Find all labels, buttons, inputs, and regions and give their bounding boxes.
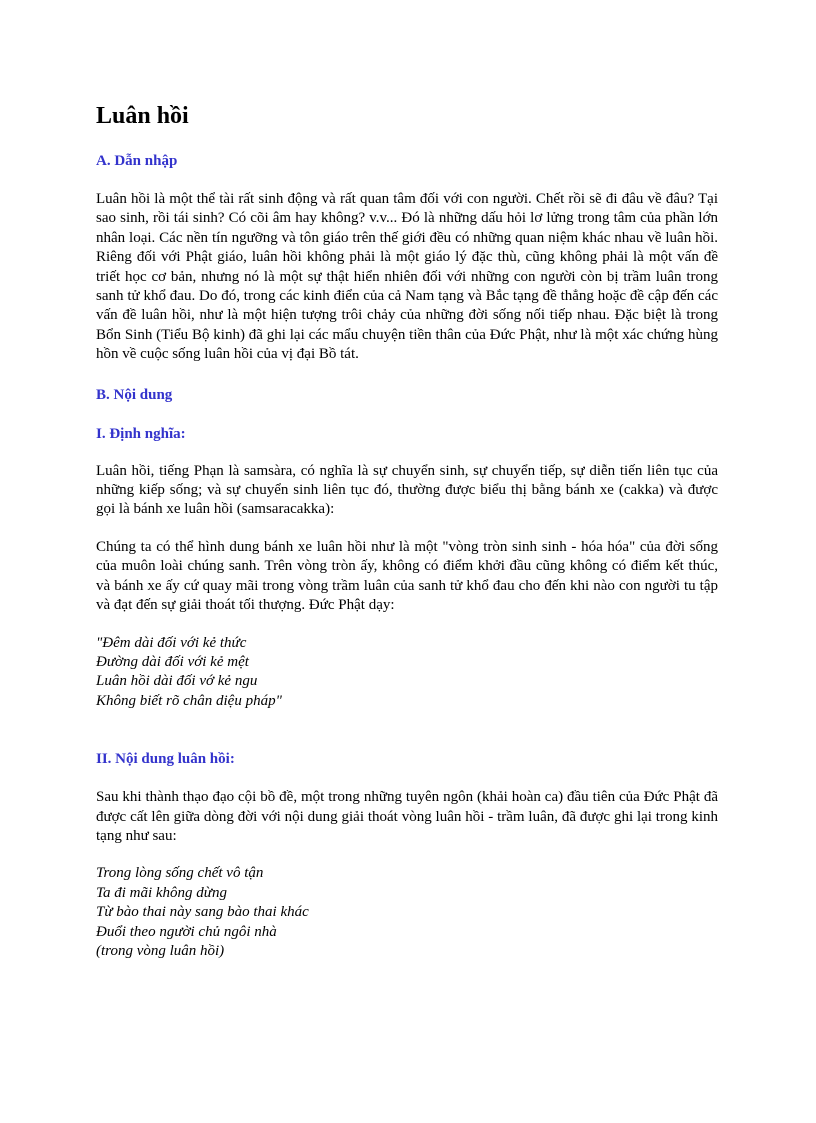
section-a-heading: A. Dẫn nhập — [96, 153, 178, 169]
section-i-paragraph-2: Chúng ta có thể hình dung bánh xe luân hồi như là một "vòng tròn sinh sinh - hóa hóa" của đời sống của muôn loài chúng sanh. Trên vòng tròn ấy, không có điểm khởi đầu cũng không có điểm kết thúc, và bánh xe ấy cứ quay mãi trong vòng trầm luân của sanh tử khổ đau cho đến khi nào con người tu tập và đạt đến sự giải thoát tối thượng. Đức Phật dạy: — [96, 538, 718, 614]
poem-line: Luân hồi dài đối vớ kẻ ngu — [96, 673, 258, 690]
section-ii-paragraph: Sau khi thành thạo đạo cội bồ đề, một trong những tuyên ngôn (khải hoàn ca) đầu tiên của Đức Phật đã được cất lên giữa dòng đời với nội dung giải thoát vòng luân hồi - trầm luân, đã được ghi lại trong kinh tạng như sau: — [96, 789, 718, 844]
poem-line: Đuổi theo người chủ ngôi nhà — [96, 923, 277, 940]
poem-line: "Đêm dài đối với kẻ thức — [96, 634, 247, 651]
poem-line: Ta đi mãi không dừng — [96, 884, 227, 901]
section-ii-poem — [96, 864, 718, 961]
section-b-heading: B. Nội dung — [96, 386, 173, 403]
document-page — [96, 100, 718, 961]
poem-line: Từ bào thai này sang bào thai khác — [96, 904, 309, 921]
poem-line: (trong vòng luân hồi) — [96, 942, 225, 959]
section-i-poem — [96, 634, 718, 712]
poem-line: Trong lòng sống chết vô tận — [96, 865, 264, 882]
poem-line: Không biết rõ chân diệu pháp" — [96, 692, 282, 709]
section-i-paragraph-1: Luân hồi, tiếng Phạn là samsàra, có nghĩa là sự chuyển sinh, sự chuyển tiếp, sự diễn tiến liên tục của những kiếp sống; và sự chuyển sinh liên tục đó, thường được biểu thị bằng bánh xe (cakka) và được gọi là bánh xe luân hồi (samsaracakka): — [96, 462, 718, 518]
section-a-paragraph: Luân hồi là một thể tài rất sinh động và rất quan tâm đối với con người. Chết rồi sẽ đi đâu về đâu? Tại sao sinh, rồi tái sinh? Có cõi âm hay không? v.v... Đó là những dấu hỏi lơ lửng trong tâm của phần lớn nhân loại. Các nền tín ngưỡng và tôn giáo trên thế giới đều có những quan niệm khác nhau về luân hồi. Riêng đối với Phật giáo, luân hồi không phải là một giáo lý đặc thù, cũng không phải là một vấn đề triết học cơ bản, nhưng nó là một sự thật hiển nhiên đối với những con người còn bị trầm luân trong sanh tử khổ đau. Do đó, trong các kinh điển của cả Nam tạng và Bắc tạng đề thẳng hoặc đề cập đến các vấn đề luân hồi, như là một hiện tượng trôi chảy của những đời sống nối tiếp nhau. Đặc biệt là trong Bổn Sinh (Tiểu Bộ kinh) đã ghi lại các mẩu chuyện tiền thân của Đức Phật, như là một xác chứng hùng hồn về cuộc sống luân hồi của vị đại Bồ tát. — [96, 191, 718, 363]
document-title: Luân hồi — [96, 103, 189, 129]
poem-line: Đường dài đối với kẻ mệt — [96, 653, 249, 670]
section-ii-heading: II. Nội dung luân hồi: — [96, 751, 235, 768]
section-i-heading: I. Định nghĩa: — [96, 425, 186, 442]
